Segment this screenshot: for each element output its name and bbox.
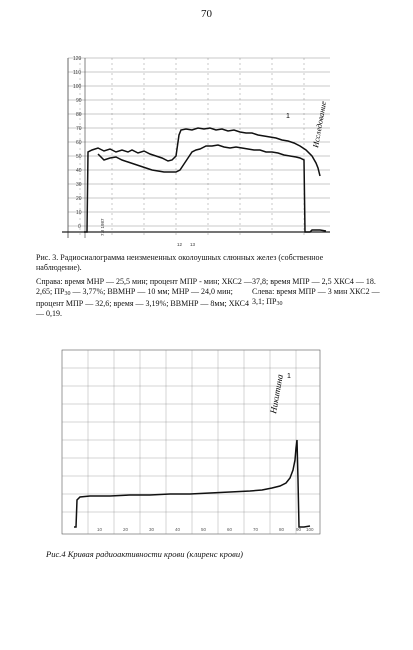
figure-4-caption: Рис.4 Кривая радиоактивности крови (клиренс крови) — [46, 549, 243, 559]
fig3-tick: 100 — [73, 84, 82, 90]
fig3-handwritten-note: Исследование — [311, 100, 329, 149]
fig3-date-label: 7.8 1987 — [100, 218, 105, 236]
fig4-tick: 20 — [123, 527, 129, 532]
fig3-tick: 70 — [76, 126, 82, 132]
fig3-tick: 40 — [76, 168, 82, 174]
fig3-tick: 90 — [76, 98, 82, 104]
fig3-curve-number: 1 — [286, 113, 290, 120]
figure-3-description-right: 37,8; время МПР — 2,5 ХКС4 — 18. Слева: время МПР — 3 мин ХКС2 — 3,1; $ПР_{30}$ — [252, 277, 380, 307]
figure-3-caption: Рис. 3. Радиосиалограмма неизмененных околоушных слюнных желез (собственное наблюдение). — [36, 253, 324, 272]
page-number: 70 — [201, 8, 212, 20]
fig4-tick: 30 — [149, 527, 155, 532]
fig4-tick: 10 — [97, 527, 103, 532]
fig4-tick: 40 — [175, 527, 181, 532]
fig3-tick: 0 — [78, 224, 81, 230]
fig4-tick: 50 — [201, 527, 207, 532]
fig3-mark-12: 12 — [177, 242, 183, 247]
fig4-tick: 90 — [296, 527, 302, 532]
fig3-tick: 30 — [76, 182, 82, 188]
fig4-tick: 100 — [306, 527, 314, 532]
fig4-handwritten-note: Никитина — [268, 373, 285, 415]
fig4-tick: 60 — [227, 527, 233, 532]
fig3-tick: 110 — [73, 70, 81, 76]
figure-4-axis-ticks — [97, 527, 314, 532]
fig4-curve-number: 1 — [287, 373, 291, 380]
fig4-tick: 80 — [279, 527, 285, 532]
fig3-tick: 80 — [76, 112, 82, 118]
fig3-tick: 20 — [76, 196, 82, 202]
fig3-mark-13: 13 — [190, 242, 196, 247]
fig3-tick: 60 — [76, 140, 82, 146]
figure-3-description-left: Справа: время МНР — 25,5 мин; процент МПР - мин; ХКС2 — 2,65; $ПР_{30}$ — 3,77%; ВВМНР — 10 мм; МНР — 24,0 мин; процент МПР — 32,6; время — 3,19%; ВВМНР — 8мм; ХКС4 — 0,19. — [36, 277, 252, 318]
fig4-tick: 70 — [253, 527, 259, 532]
fig3-tick: 10 — [76, 210, 82, 216]
fig3-tick: 120 — [73, 56, 82, 62]
fig3-tick: 50 — [76, 154, 82, 160]
